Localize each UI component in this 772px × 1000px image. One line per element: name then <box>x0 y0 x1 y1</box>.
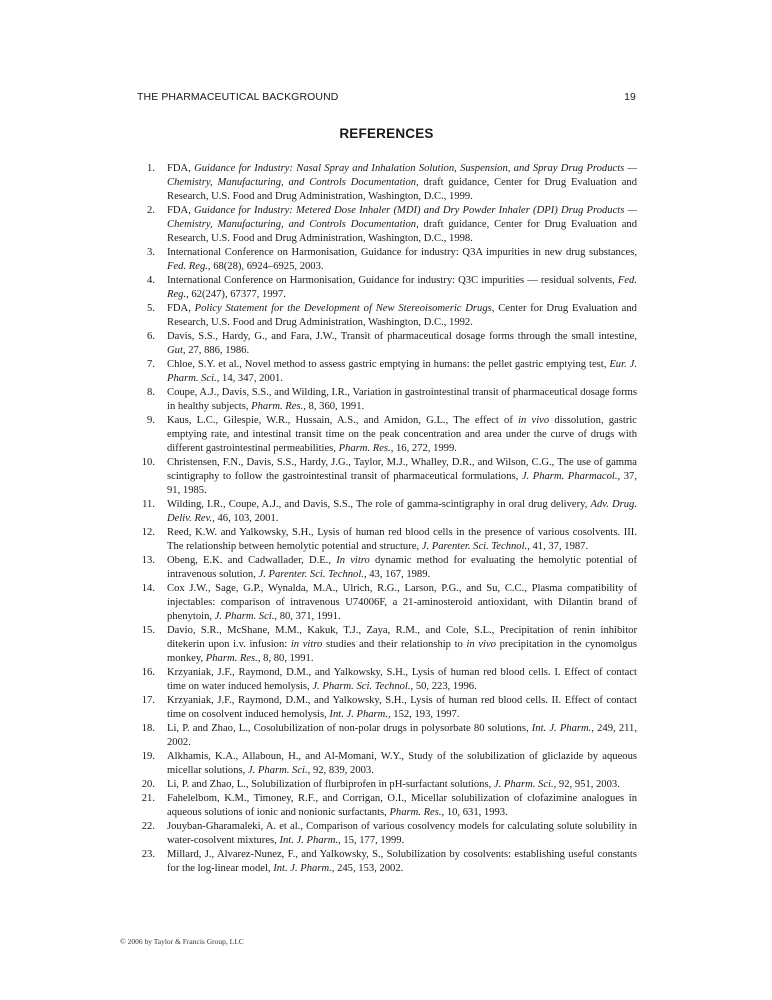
reference-item <box>136 778 637 792</box>
reference-item <box>136 274 637 302</box>
reference-text: Li, P. and Zhao, L., Solubilization of flurbiprofen in pH-surfactant solutions, J. Pharm. Sci., 92, 951, 2003. <box>167 779 620 790</box>
reference-text: FDA, Guidance for Industry: Nasal Spray and Inhalation Solution, Suspension, and Spray Drug Products — Chemistry, Manufacturing, and Controls Documentation, draft guidance, Center for Drug Evaluation and Research, U.S. Food and Drug Administration, Washington, D.C., 1999. <box>167 163 637 202</box>
reference-text: Millard, J., Alvarez-Nunez, F., and Yalkowsky, S., Solubilization by cosolvents: establishing useful constants for the log-linear model, Int. J. Pharm., 245, 153, 2002. <box>167 849 637 874</box>
reference-text: Kaus, L.C., Gilespie, W.R., Hussain, A.S., and Amidon, G.L., The effect of in vivo dissolution, gastric emptying rate, and intestinal transit time on the peak concentration and area under the curve of drugs with different gastrointestinal permeabilities, Pharm. Res., 16, 272, 1999. <box>167 415 637 454</box>
reference-text: Reed, K.W. and Yalkowsky, S.H., Lysis of human red blood cells in the presence of various cosolvents. III. The relationship between hemolytic potential and structure, J. Parenter. Sci. Technol., 41, 37, 1987. <box>167 527 637 552</box>
reference-item <box>136 414 637 456</box>
reference-number: 9. <box>147 415 155 426</box>
reference-item <box>136 848 637 876</box>
reference-item <box>136 582 637 624</box>
reference-item <box>136 358 637 386</box>
running-head-title: THE PHARMACEUTICAL BACKGROUND <box>137 91 339 103</box>
reference-number: 11. <box>142 499 155 510</box>
reference-item <box>136 330 637 358</box>
reference-number: 21. <box>141 793 155 804</box>
reference-number: 14. <box>141 583 155 594</box>
reference-text: Obeng, E.K. and Cadwallader, D.E., In vitro dynamic method for evaluating the hemolytic potential of intravenous solution, J. Parenter. Sci. Technol., 43, 167, 1989. <box>167 555 638 580</box>
reference-item <box>136 302 637 330</box>
reference-number: 2. <box>147 205 155 216</box>
reference-number: 10. <box>141 457 155 468</box>
reference-number: 19. <box>141 751 155 762</box>
section-title: REFERENCES <box>339 126 434 141</box>
reference-text: Davis, S.S., Hardy, G., and Fara, J.W., Transit of pharmaceutical dosage forms through the small intestine, Gut, 27, 886, 1986. <box>167 331 637 356</box>
reference-item <box>136 624 637 666</box>
reference-number: 1. <box>147 163 155 174</box>
reference-item <box>136 162 637 204</box>
reference-number: 6. <box>147 331 155 342</box>
reference-text: Fahelelbom, K.M., Timoney, R.F., and Corrigan, O.I., Micellar solubilization of clofazimine analogues in aqueous solutions of ionic and nonionic surfactants, Pharm. Res., 10, 631, 1993. <box>167 793 637 818</box>
reference-number: 5. <box>147 303 155 314</box>
reference-item <box>136 820 637 848</box>
reference-text: FDA, Guidance for Industry: Metered Dose Inhaler (MDI) and Dry Powder Inhaler (DPI) Drug Products — Chemistry, Manufacturing, and Controls Documentation, draft guidance, Center for Drug Evaluation and Research, U.S. Food and Drug Administration, Washington, D.C., 1998. <box>167 205 637 244</box>
reference-text: Christensen, F.N., Davis, S.S., Hardy, J.G., Taylor, M.J., Whalley, D.R., and Wilson, C.G., The use of gamma scintigraphy to follow the gastrointestinal transit of pharmaceutical formulations, J. Pharm. Pharmacol., 37, 91, 1985. <box>167 457 637 496</box>
reference-item <box>136 666 637 694</box>
reference-item <box>136 554 637 582</box>
reference-text: FDA, Policy Statement for the Development of New Stereoisomeric Drugs, Center for Drug Evaluation and Research, U.S. Food and Drug Administration, Washington, D.C., 1992. <box>167 303 637 328</box>
reference-text: Davio, S.R., McShane, M.M., Kakuk, T.J., Zaya, R.M., and Cole, S.L., Precipitation of renin inhibitor ditekerin upon i.v. infusion: in vitro studies and their relationship to in vivo precipitation in the cynomolgus monkey, Pharm. Res., 8, 80, 1991. <box>167 625 637 664</box>
copyright-footer: © 2006 by Taylor & Francis Group, LLC <box>120 937 244 946</box>
reference-number: 15. <box>141 625 155 636</box>
reference-number: 23. <box>141 849 155 860</box>
reference-number: 18. <box>141 723 155 734</box>
reference-item <box>136 456 637 498</box>
reference-text: Krzyaniak, J.F., Raymond, D.M., and Yalkowsky, S.H., Lysis of human red blood cells. I. Effect of contact time on water induced hemolysis, J. Pharm. Sci. Technol., 50, 223, 1996. <box>167 667 637 692</box>
reference-number: 17. <box>141 695 155 706</box>
reference-text: Jouyban-Gharamaleki, A. et al., Comparison of various cosolvency models for calculating solute solubility in water-cosolvent mixtures, Int. J. Pharm., 15, 177, 1999. <box>167 821 637 846</box>
reference-item <box>136 498 637 526</box>
reference-item <box>136 204 637 246</box>
reference-text: Alkhamis, K.A., Allaboun, H., and Al-Momani, W.Y., Study of the solubilization of gliclazide by aqueous micellar solutions, J. Pharm. Sci., 92, 839, 2003. <box>167 751 637 776</box>
reference-text: International Conference on Harmonisation, Guidance for industry: Q3C impurities — residual solvents, Fed. Reg., 62(247), 67377, 1997. <box>167 275 637 300</box>
reference-number: 22. <box>141 821 155 832</box>
reference-text: Krzyaniak, J.F., Raymond, D.M., and Yalkowsky, S.H., Lysis of human red blood cells. II. Effect of contact time on cosolvent induced hemolysis, Int. J. Pharm., 152, 193, 1997. <box>167 695 637 720</box>
reference-text: Chloe, S.Y. et al., Novel method to assess gastric emptying in humans: the pellet gastric emptying test, Eur. J. Pharm. Sci., 14, 347, 2001. <box>167 359 637 384</box>
reference-item <box>136 526 637 554</box>
reference-text: Cox J.W., Sage, G.P., Wynalda, M.A., Ulrich, R.G., Larson, P.G., and Su, C.C., Plasma compatibility of injectables: comparison of intravenous U74006F, a 21-aminosteroid antioxidant, with Dilantin brand of phenytoin, J. Pharm. Sci., 80, 371, 1991. <box>167 583 637 622</box>
reference-item <box>136 750 637 778</box>
reference-number: 16. <box>141 667 155 678</box>
reference-number: 7. <box>147 359 155 370</box>
reference-number: 3. <box>147 247 155 258</box>
reference-item <box>136 246 637 274</box>
reference-text: Coupe, A.J., Davis, S.S., and Wilding, I.R., Variation in gastrointestinal transit of pharmaceutical dosage forms in healthy subjects, Pharm. Res., 8, 360, 1991. <box>167 387 637 412</box>
reference-number: 8. <box>147 387 155 398</box>
reference-number: 20. <box>141 779 155 790</box>
reference-number: 13. <box>141 555 155 566</box>
reference-item <box>136 792 637 820</box>
reference-number: 12. <box>141 527 155 538</box>
reference-text: Wilding, I.R., Coupe, A.J., and Davis, S.S., The role of gamma-scintigraphy in oral drug delivery, Adv. Drug. Deliv. Rev., 46, 103, 2001. <box>167 499 637 524</box>
reference-list <box>136 162 637 876</box>
reference-item <box>136 386 637 414</box>
reference-number: 4. <box>147 275 155 286</box>
reference-item <box>136 722 637 750</box>
reference-text: Li, P. and Zhao, L., Cosolubilization of non-polar drugs in polysorbate 80 solutions, Int. J. Pharm., 249, 211, 2002. <box>167 723 637 748</box>
page-number: 19 <box>624 91 636 103</box>
reference-item <box>136 694 637 722</box>
reference-text: International Conference on Harmonisation, Guidance for industry: Q3A impurities in new drug substances, Fed. Reg., 68(28), 6924–6925, 2003. <box>167 247 637 272</box>
